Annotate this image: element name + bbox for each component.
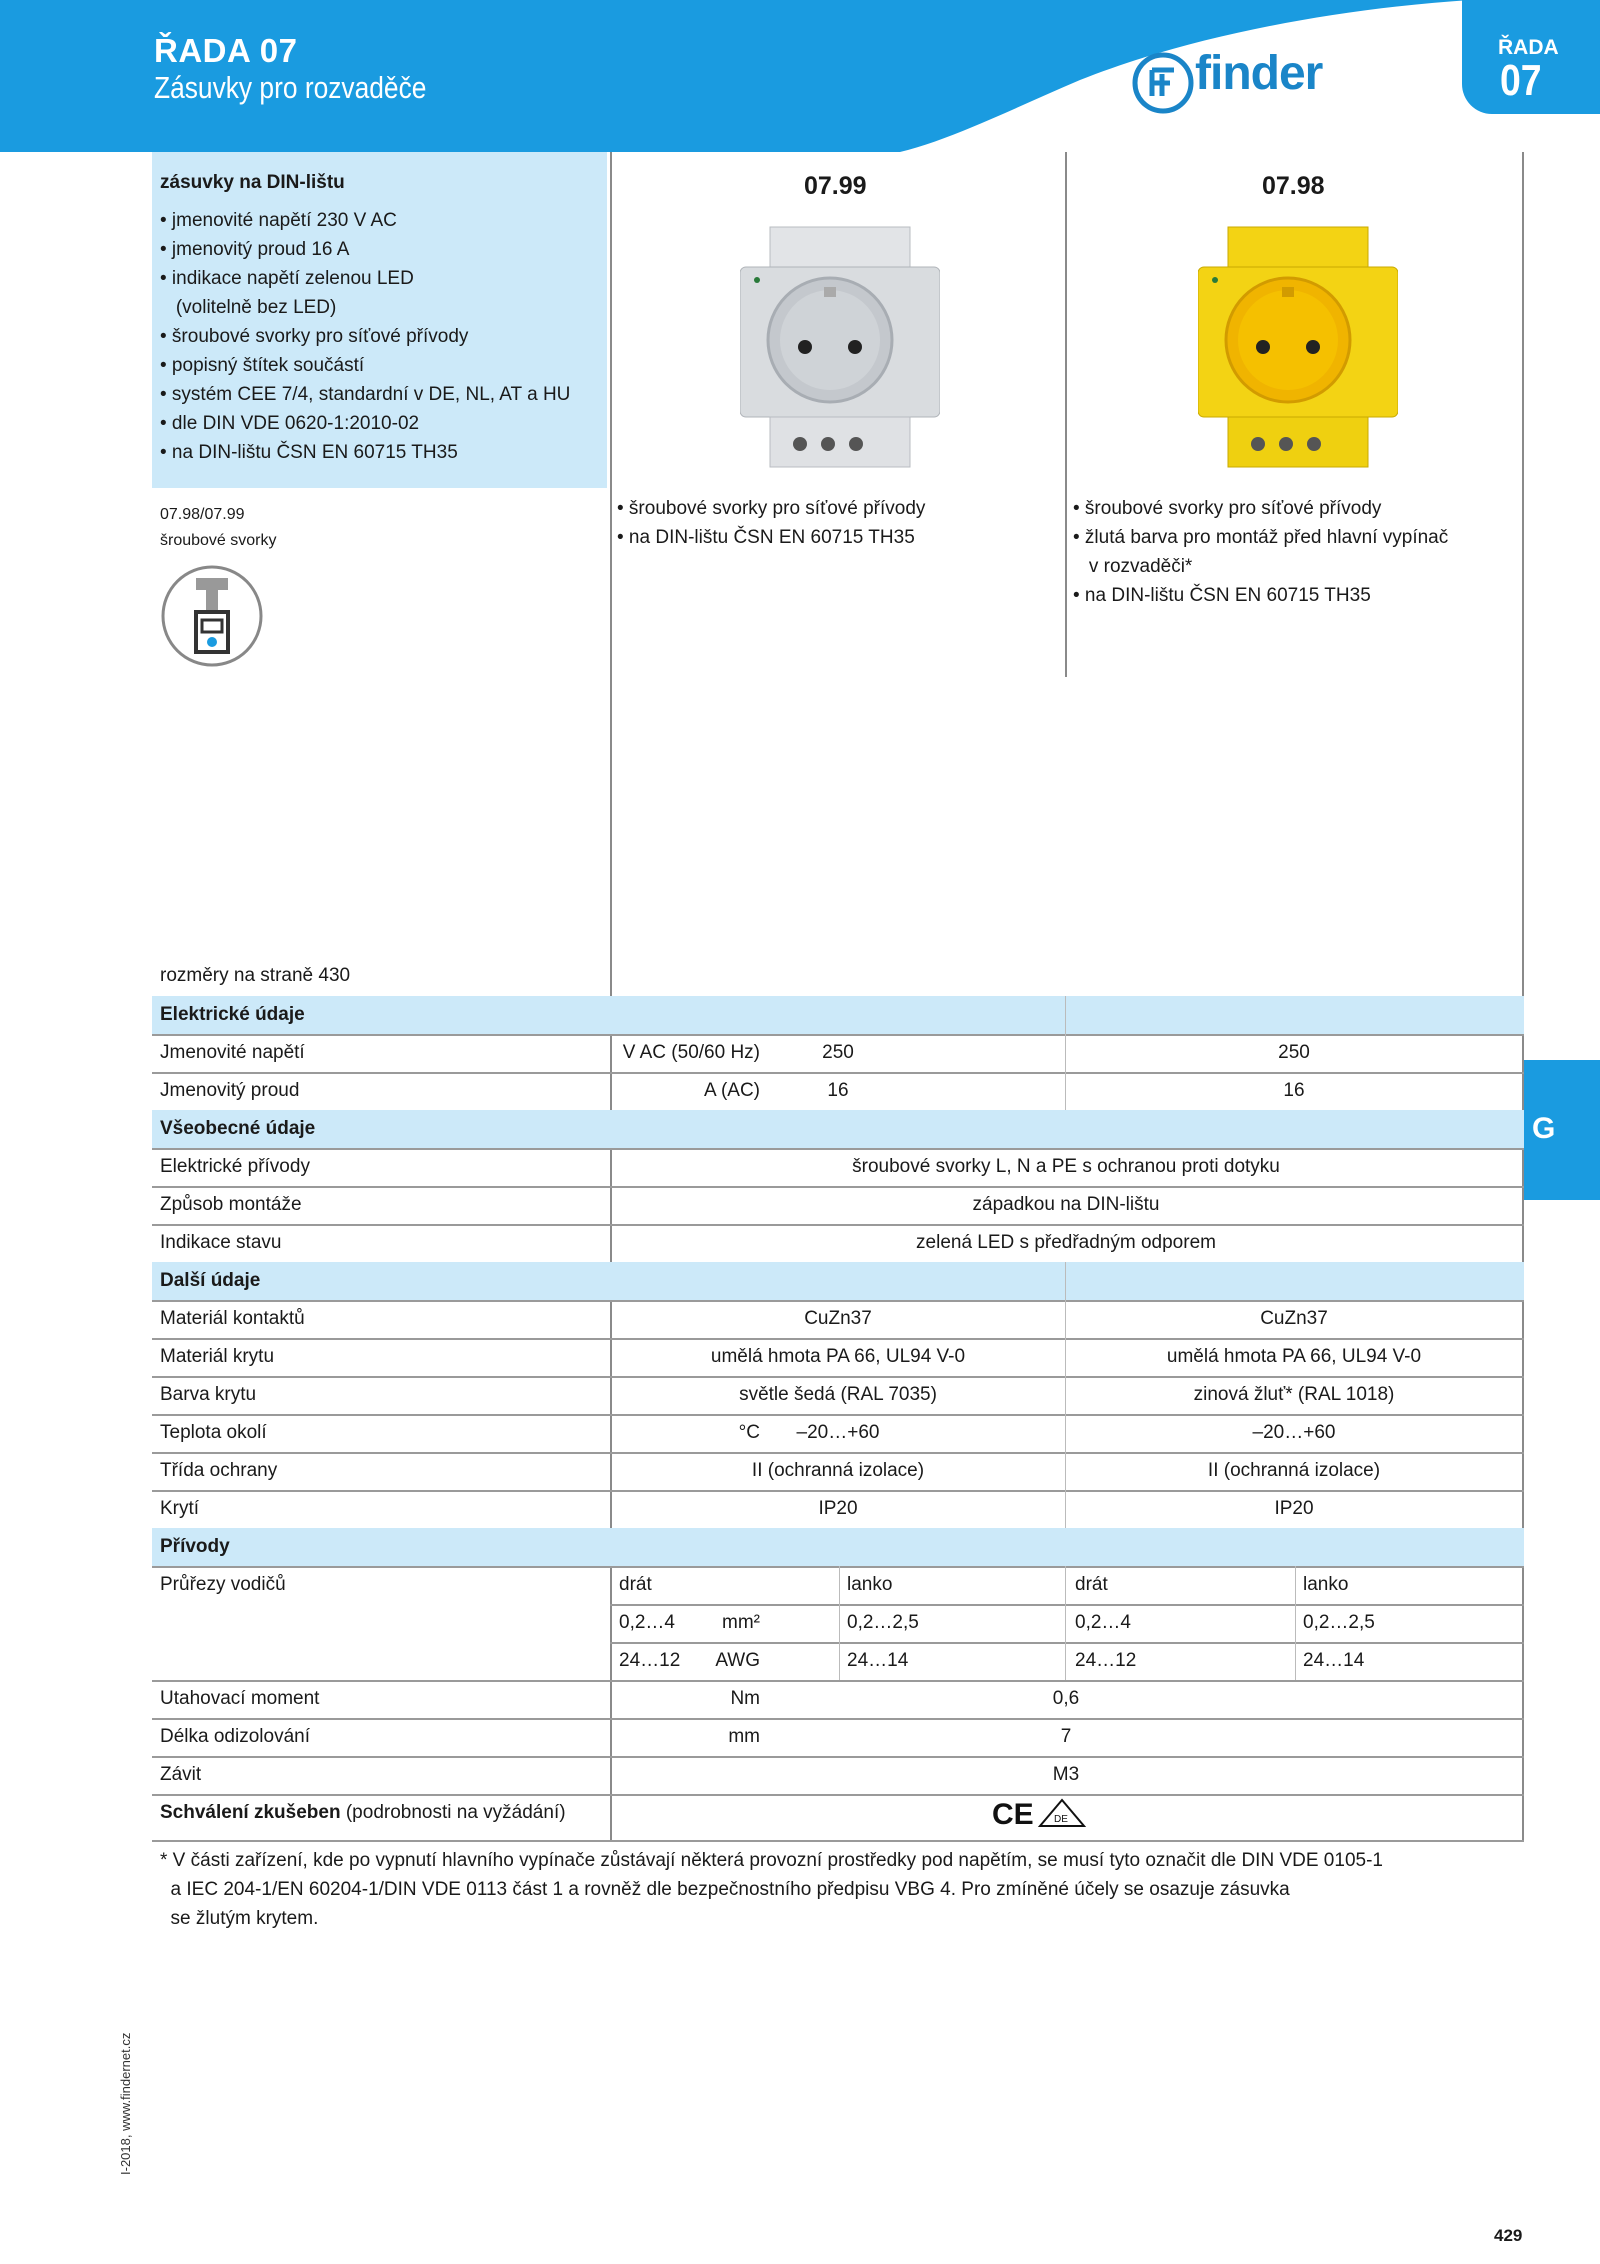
table-row — [152, 1452, 1524, 1490]
product-bullet: • na DIN-lištu ČSN EN 60715 TH35 — [617, 527, 915, 548]
approvals-label: Schválení zkušeben — [160, 1802, 341, 1823]
section-other — [152, 1262, 1524, 1300]
feature-item: • systém CEE 7/4, standardní v DE, NL, AT a HU — [160, 384, 571, 405]
cell-divider — [1065, 996, 1066, 1110]
row-label: Závit — [160, 1764, 202, 1785]
series-tab-label: ŘADA — [1498, 36, 1559, 59]
socket-grey-image — [740, 222, 940, 472]
cell-0799: 16 — [827, 1080, 849, 1101]
product-bullet: • na DIN-lištu ČSN EN 60715 TH35 — [1073, 585, 1371, 606]
cell-value: 0,2…4 — [1075, 1612, 1131, 1633]
product-code-0798: 07.98 — [1262, 172, 1325, 200]
terminal-ref: 07.98/07.99 — [160, 506, 245, 523]
cell-0798: zinová žluť* (RAL 1018) — [1193, 1384, 1395, 1405]
row-unit: V AC (50/60 Hz) — [622, 1042, 760, 1063]
series-title: ŘADA 07 — [154, 32, 298, 69]
row-label: Teplota okolí — [160, 1422, 267, 1443]
edition-note: I-2018, www.findernet.cz — [118, 2032, 133, 2175]
table-row — [152, 1300, 1524, 1338]
series-tab-number: 07 — [1500, 56, 1542, 105]
row-label — [160, 1802, 566, 1824]
cell-value: 0,2…4 — [619, 1612, 675, 1633]
feature-item: • dle DIN VDE 0620-1:2010-02 — [160, 413, 420, 434]
cell-value: 24…14 — [1303, 1650, 1365, 1671]
feature-item: • popisný štítek součástí — [160, 355, 365, 376]
cell-shared: 7 — [1060, 1726, 1072, 1747]
section-title: Další údaje — [160, 1270, 261, 1291]
table-row — [152, 1338, 1524, 1376]
table-row — [152, 1186, 1524, 1224]
feature-item: (volitelně bez LED) — [160, 297, 337, 318]
row-label: Způsob montáže — [160, 1194, 302, 1215]
cell-0798: 16 — [1283, 1080, 1305, 1101]
intro-title: zásuvky na DIN-lištu — [160, 172, 345, 193]
table-row — [152, 1490, 1524, 1528]
table-row — [152, 1414, 1524, 1452]
row-label: Jmenovité napětí — [160, 1042, 305, 1063]
table-row — [152, 1756, 1524, 1794]
row-label: Délka odizolování — [160, 1726, 310, 1747]
vde-mark: DE — [1054, 1814, 1068, 1825]
cell-shared: zelená LED s předřadným odporem — [916, 1232, 1216, 1253]
row-unit: °C — [738, 1422, 760, 1443]
footnote-line: se žlutým krytem. — [160, 1908, 319, 1929]
product-code-0799: 07.99 — [804, 172, 867, 200]
row-label: Průřezy vodičů — [160, 1574, 286, 1595]
cell-0798: CuZn37 — [1260, 1308, 1328, 1329]
row-label: Materiál kontaktů — [160, 1308, 305, 1329]
cell-header: drát — [1075, 1574, 1108, 1595]
section-general — [152, 1110, 1524, 1148]
feature-item: • šroubové svorky pro síťové přívody — [160, 326, 469, 347]
cell-value: 0,2…2,5 — [1303, 1612, 1375, 1633]
cell-0798: IP20 — [1274, 1498, 1314, 1519]
cell-header: drát — [619, 1574, 652, 1595]
finder-logo-icon — [1132, 52, 1194, 114]
screw-terminal-icon — [160, 564, 264, 668]
row-label: Barva krytu — [160, 1384, 257, 1405]
table-row — [152, 1034, 1524, 1072]
section-title: Elektrické údaje — [160, 1004, 305, 1025]
cell-0799: 250 — [822, 1042, 854, 1063]
table-row — [152, 1794, 1524, 1832]
cell-0798: –20…+60 — [1252, 1422, 1336, 1443]
cell-header: lanko — [1303, 1574, 1349, 1595]
cell-divider — [1065, 1566, 1066, 1680]
table-row — [152, 1718, 1524, 1756]
cell-shared: šroubové svorky L, N a PE s ochranou proti dotyku — [852, 1156, 1280, 1177]
cell-0798: II (ochranná izolace) — [1207, 1460, 1381, 1481]
socket-yellow-image — [1198, 222, 1398, 472]
page-number: 429 — [1494, 2226, 1523, 2245]
cell-divider — [839, 1566, 840, 1680]
cell-0798: umělá hmota PA 66, UL94 V-0 — [1166, 1346, 1422, 1367]
finder-logo — [1132, 47, 1372, 114]
dimensions-note: rozměry na straně 430 — [160, 965, 351, 986]
table-row — [152, 1680, 1524, 1718]
cell-0799: umělá hmota PA 66, UL94 V-0 — [710, 1346, 966, 1367]
cell-value: 24…12 — [1075, 1650, 1137, 1671]
ce-mark: CE — [992, 1798, 1034, 1830]
cell-0799: IP20 — [818, 1498, 858, 1519]
product-bullet: v rozvaděči* — [1073, 556, 1193, 577]
page-header — [0, 0, 1600, 152]
section-tab — [1524, 1060, 1600, 1200]
certification-marks — [992, 1796, 1092, 1830]
series-subtitle: Zásuvky pro rozvaděče — [154, 70, 427, 105]
row-unit: mm² — [722, 1612, 760, 1633]
section-tab-letter: G — [1532, 1112, 1556, 1145]
table-row — [152, 1376, 1524, 1414]
row-unit: A (AC) — [704, 1080, 760, 1101]
feature-item: • jmenovitý proud 16 A — [160, 239, 350, 260]
cell-shared: 0,6 — [1052, 1688, 1080, 1709]
row-label: Jmenovitý proud — [160, 1080, 300, 1101]
approvals-note: (podrobnosti na vyžádání) — [340, 1802, 566, 1823]
row-label: Třída ochrany — [160, 1460, 278, 1481]
row-label: Elektrické přívody — [160, 1156, 310, 1177]
cell-shared: západkou na DIN-lištu — [972, 1194, 1160, 1215]
table-row — [152, 1072, 1524, 1110]
cell-value: 24…14 — [847, 1650, 909, 1671]
footnote-line: a IEC 204-1/EN 60204-1/DIN VDE 0113 část 1 a rovněž dle bezpečnostního předpisu VBG 4. Pro zmíněné účely se osazuje zásuvka — [160, 1879, 1290, 1900]
feature-item: • jmenovité napětí 230 V AC — [160, 210, 397, 231]
brand-name: finder — [1195, 47, 1323, 100]
cell-0799: –20…+60 — [796, 1422, 880, 1443]
section-leads — [152, 1528, 1524, 1566]
section-electrical — [152, 996, 1524, 1034]
feature-item: • indikace napětí zelenou LED — [160, 268, 414, 289]
section-title: Všeobecné údaje — [160, 1118, 316, 1139]
cell-shared: M3 — [1052, 1764, 1080, 1785]
column-divider — [1065, 152, 1067, 677]
terminal-caption: šroubové svorky — [160, 532, 277, 549]
product-bullet: • šroubové svorky pro síťové přívody — [1073, 498, 1382, 519]
product-bullet: • žlutá barva pro montáž před hlavní vypínač — [1073, 527, 1449, 548]
feature-item: • na DIN-lištu ČSN EN 60715 TH35 — [160, 442, 458, 463]
row-unit: AWG — [715, 1650, 760, 1671]
row-unit: Nm — [730, 1688, 760, 1709]
row-label: Materiál krytu — [160, 1346, 275, 1367]
cell-value: 24…12 — [619, 1650, 681, 1671]
cell-divider — [1065, 1262, 1066, 1528]
cell-value: 0,2…2,5 — [847, 1612, 919, 1633]
product-bullet: • šroubové svorky pro síťové přívody — [617, 498, 926, 519]
cell-0798: 250 — [1278, 1042, 1310, 1063]
cell-header: lanko — [847, 1574, 893, 1595]
table-row — [152, 1224, 1524, 1262]
cell-divider — [1295, 1566, 1296, 1680]
row-divider — [152, 1840, 1524, 1842]
table-row — [152, 1604, 1524, 1642]
row-label: Utahovací moment — [160, 1688, 320, 1709]
footnote-line: * V části zařízení, kde po vypnutí hlavního vypínače zůstávají některá provozní prostředky pod napětím, se musí tyto označit dle DIN VDE 0105-1 — [160, 1850, 1383, 1871]
table-row — [152, 1566, 1524, 1604]
table-row — [152, 1148, 1524, 1186]
row-unit: mm — [728, 1726, 760, 1747]
row-label: Indikace stavu — [160, 1232, 282, 1253]
table-row — [152, 1642, 1524, 1680]
cell-0799: II (ochranná izolace) — [751, 1460, 925, 1481]
cell-0799: CuZn37 — [804, 1308, 872, 1329]
section-title: Přívody — [160, 1536, 230, 1557]
cell-0799: světle šedá (RAL 7035) — [739, 1384, 937, 1405]
row-label: Krytí — [160, 1498, 200, 1519]
